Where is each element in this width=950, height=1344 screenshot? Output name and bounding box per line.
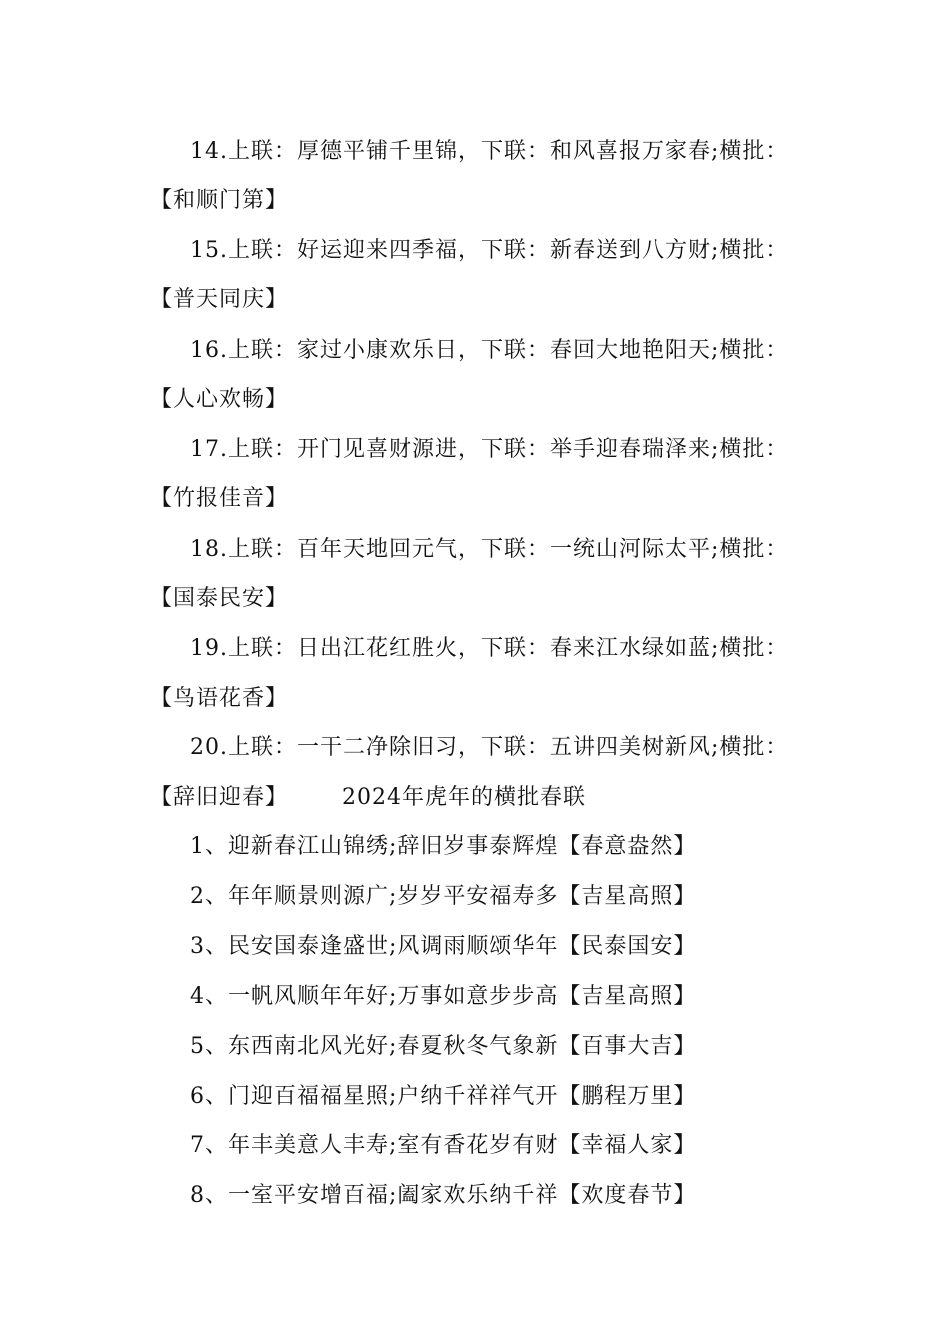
couplet-line: 15.上联：好运迎来四季福，下联：新春送到八方财;横批： [190, 238, 789, 263]
list-item: 2、年年顺景则源广;岁岁平安福寿多【吉星高照】 [190, 884, 697, 909]
couplet-line: 17.上联：开门见喜财源进，下联：举手迎春瑞泽来;横批： [190, 437, 789, 462]
couplet-banner-with-title [150, 783, 586, 813]
couplet-line: 19.上联：日出江花红胜火，下联：春来江水绿如蓝;横批： [190, 636, 789, 661]
list-item: 8、一室平安增百福;阖家欢乐纳千祥【欢度春节】 [190, 1183, 697, 1208]
list-item: 1、迎新春江山锦绣;辞旧岁事泰辉煌【春意盎然】 [190, 834, 697, 859]
couplet-banner: 【辞旧迎春】 [150, 785, 289, 810]
couplet-banner: 【竹报佳音】 [150, 486, 289, 511]
couplet-banner: 【鸟语花香】 [150, 686, 289, 711]
list-item: 4、一帆风顺年年好;万事如意步步高【吉星高照】 [190, 984, 697, 1009]
section-title: 2024年虎年的横批春联 [342, 785, 587, 810]
couplet-banner: 【国泰民安】 [150, 586, 289, 611]
list-item: 3、民安国泰逢盛世;风调雨顺颂华年【民泰国安】 [190, 934, 697, 959]
list-item: 7、年丰美意人丰寿;室有香花岁有财【幸福人家】 [190, 1133, 697, 1158]
couplet-banner: 【普天同庆】 [150, 287, 289, 312]
couplet-banner: 【人心欢畅】 [150, 387, 289, 412]
list-item: 5、东西南北风光好;春夏秋冬气象新【百事大吉】 [190, 1034, 697, 1059]
couplet-line: 16.上联：家过小康欢乐日，下联：春回大地艳阳天;横批： [190, 338, 789, 363]
couplet-banner: 【和顺门第】 [150, 188, 289, 213]
couplet-line: 14.上联：厚德平铺千里锦，下联：和风喜报万家春;横批： [190, 139, 789, 164]
list-item: 6、门迎百福福星照;户纳千祥祥气开【鹏程万里】 [190, 1084, 697, 1109]
couplet-line: 20.上联：一干二净除旧习，下联：五讲四美树新风;横批： [190, 735, 789, 760]
couplet-line: 18.上联：百年天地回元气，下联：一统山河际太平;横批： [190, 537, 789, 562]
